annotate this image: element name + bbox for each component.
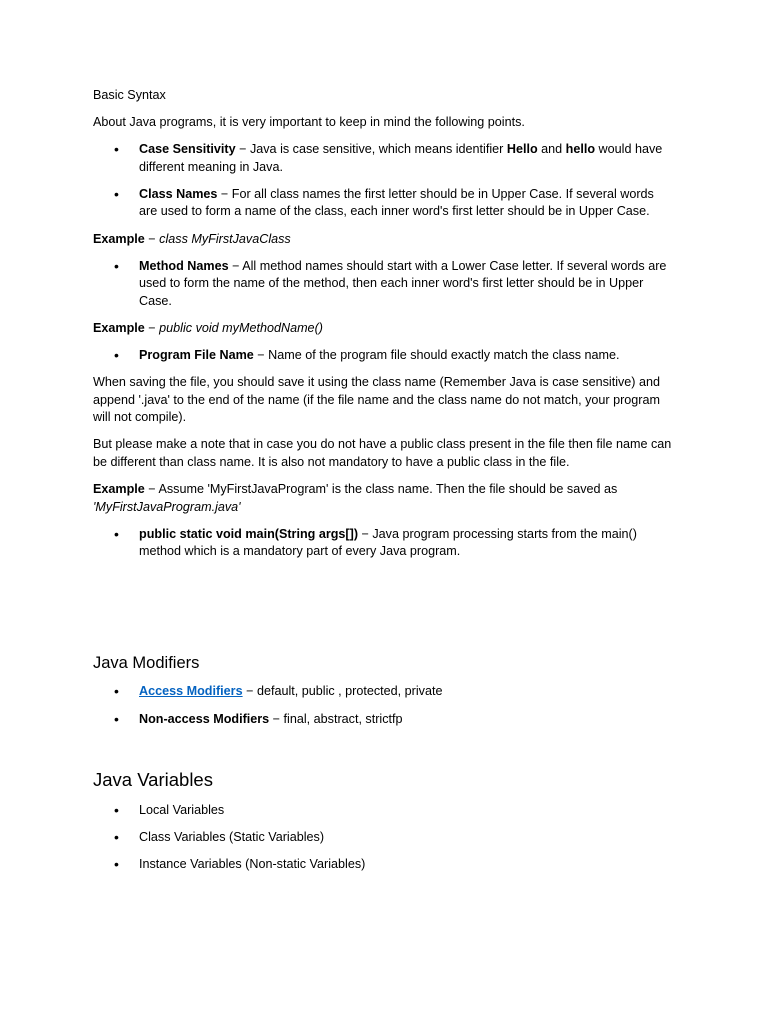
example-label: Example: [93, 231, 145, 246]
variables-list: [93, 802, 673, 874]
example-file-name: 'MyFirstJavaProgram.java': [93, 499, 241, 514]
list-item-program-file-name: [93, 347, 673, 365]
example-file-text: − Assume 'MyFirstJavaProgram' is the class name. Then the file should be saved as: [144, 482, 618, 497]
list-item-main-method: [93, 526, 673, 561]
list-item-local-variables: • Local Variables: [93, 802, 673, 820]
term-method-names: Method Names: [139, 258, 229, 273]
example-method: [93, 320, 673, 338]
non-access-modifiers-text: − final, abstract, strictfp: [269, 711, 403, 726]
note-paragraph: But please make a note that in case you do not have a public class present in the file then file name can be different than class name. It is also not mandatory to have a public class in the file.: [93, 437, 672, 469]
word-hello-lower: hello: [565, 142, 596, 157]
saving-paragraph: When saving the file, you should save it using the class name (Remember Java is case sensitive) and append '.java' to the end of the name (if the file name and the class name do not match, your program will not compile).: [93, 375, 660, 425]
list-item-case-sensitivity: [93, 141, 673, 176]
term-main-method: public static void main(String args[]): [139, 526, 359, 541]
list-item-instance-variables: • Instance Variables (Non-static Variables): [93, 856, 673, 874]
case-sensitivity-text2: would have different meaning in Java.: [139, 142, 663, 174]
main-method-text: − Java program processing starts from the main() method which is a mandatory part of every Java program.: [139, 526, 637, 559]
heading-java-variables: Java Variables: [93, 768, 213, 790]
spacer: [93, 738, 673, 769]
word-hello-capital: Hello: [506, 142, 538, 157]
example-label: Example: [93, 482, 145, 497]
modifiers-list: [93, 683, 673, 728]
example-class: [93, 231, 673, 249]
syntax-list-1: [93, 141, 673, 221]
example-dash: −: [144, 231, 160, 246]
example-dash: −: [144, 320, 160, 335]
case-sensitivity-text1: − Java is case sensitive, which means identifier: [235, 142, 507, 157]
term-non-access-modifiers: Non-access Modifiers: [139, 711, 270, 726]
heading-java-modifiers: Java Modifiers: [93, 654, 200, 673]
syntax-list-4: [93, 526, 673, 561]
program-file-name-text: − Name of the program file should exactly match the class name.: [253, 348, 620, 363]
case-sensitivity-and: and: [537, 142, 566, 157]
syntax-list-3: [93, 347, 673, 365]
access-modifiers-text: − default, public , protected, private: [242, 684, 443, 699]
list-item-method-names: [93, 258, 673, 311]
document-body: [93, 87, 673, 883]
section-title-basic-syntax: Basic Syntax: [93, 88, 166, 102]
list-item-class-variables: • Class Variables (Static Variables): [93, 829, 673, 847]
method-names-text: − All method names should start with a Lower Case letter. If several words are used to form the name of the method, then each inner word's first letter should be in Upper Case.: [139, 258, 667, 308]
term-class-names: Class Names: [139, 186, 218, 201]
term-case-sensitivity: Case Sensitivity: [139, 142, 236, 157]
example-code: class MyFirstJavaClass: [159, 231, 291, 246]
term-program-file-name: Program File Name: [139, 348, 254, 363]
list-item-non-access-modifiers: [93, 711, 673, 729]
example-file: [93, 481, 673, 516]
class-names-text: − For all class names the first letter should be in Upper Case. If several words are used to form a name of the class, each inner word's first letter should be in Upper Case.: [139, 186, 654, 219]
example-label: Example: [93, 320, 145, 335]
list-item-class-names: [93, 186, 673, 221]
intro-paragraph: About Java programs, it is very important to keep in mind the following points.: [93, 115, 525, 130]
access-modifiers-link[interactable]: Access Modifiers: [139, 684, 243, 699]
example-code: public void myMethodName(): [159, 320, 323, 335]
spacer: [93, 570, 673, 653]
syntax-list-2: [93, 258, 673, 311]
list-item-access-modifiers: [93, 683, 673, 701]
